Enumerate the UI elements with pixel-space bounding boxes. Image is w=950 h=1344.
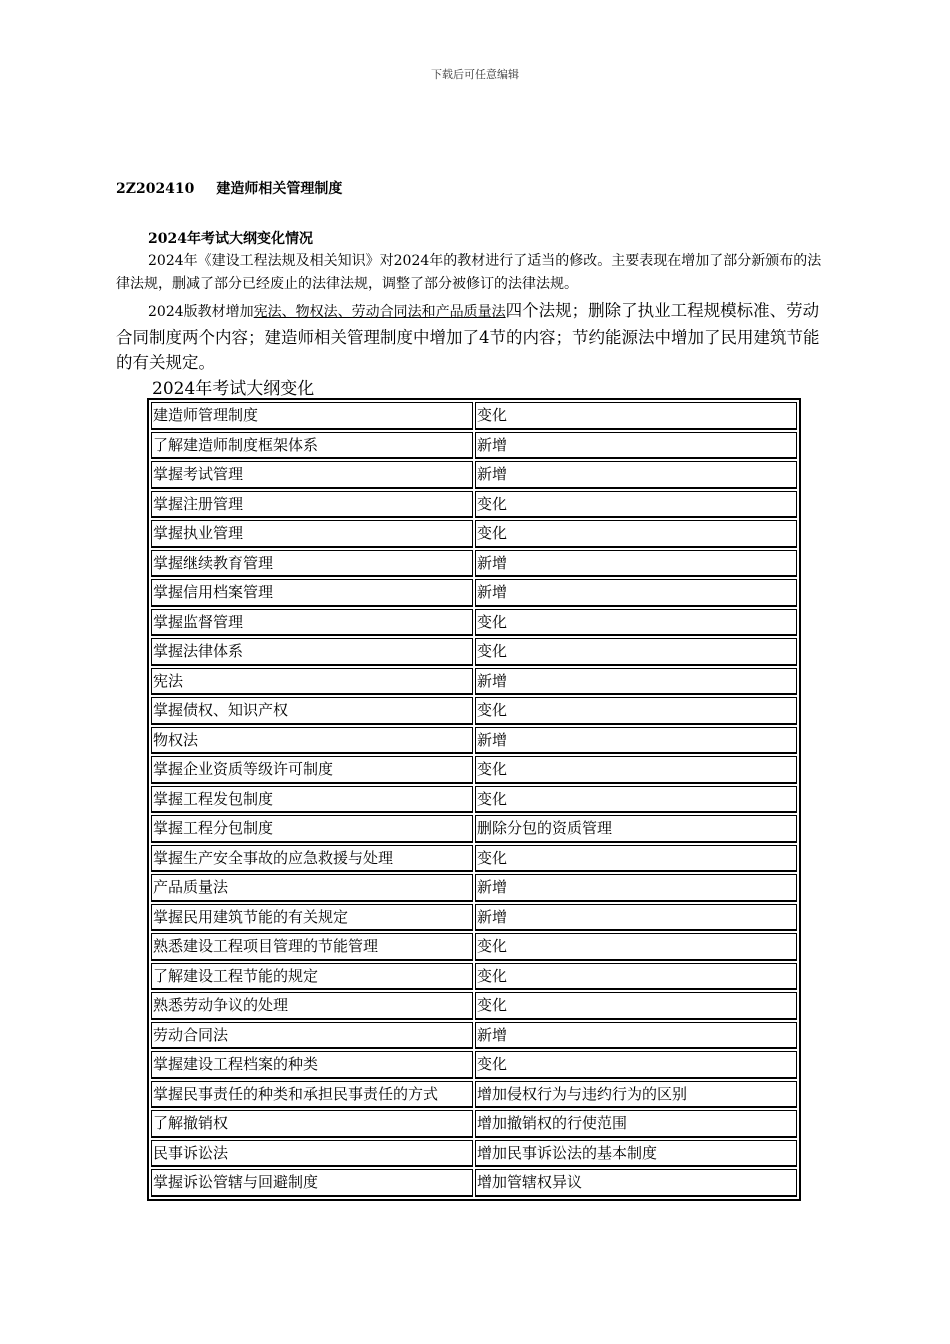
table-row xyxy=(151,432,797,460)
syllabus-item-cell: 熟悉劳动争议的处理 xyxy=(151,992,473,1020)
table-row xyxy=(151,904,797,932)
change-status-cell: 增加侵权行为与违约行为的区别 xyxy=(475,1081,797,1109)
syllabus-item-cell: 熟悉建设工程项目管理的节能管理 xyxy=(151,933,473,961)
table-row xyxy=(151,550,797,578)
syllabus-item-cell: 建造师管理制度 xyxy=(151,402,473,430)
table-row xyxy=(151,520,797,548)
change-status-cell: 变化 xyxy=(475,786,797,814)
change-status-cell: 新增 xyxy=(475,550,797,578)
table-row xyxy=(151,579,797,607)
change-status-cell: 变化 xyxy=(475,845,797,873)
table-row xyxy=(151,727,797,755)
syllabus-item-cell: 掌握监督管理 xyxy=(151,609,473,637)
syllabus-item-cell: 掌握工程分包制度 xyxy=(151,815,473,843)
table-row xyxy=(151,845,797,873)
syllabus-item-cell: 了解建设工程节能的规定 xyxy=(151,963,473,991)
syllabus-item-cell: 产品质量法 xyxy=(151,874,473,902)
change-status-cell: 增加管辖权异议 xyxy=(475,1169,797,1197)
syllabus-item-cell: 掌握民事责任的种类和承担民事责任的方式 xyxy=(151,1081,473,1109)
section-name: 建造师相关管理制度 xyxy=(216,181,343,197)
syllabus-item-cell: 掌握考试管理 xyxy=(151,461,473,489)
change-status-cell: 变化 xyxy=(475,1051,797,1079)
section-title xyxy=(116,178,342,198)
syllabus-item-cell: 掌握注册管理 xyxy=(151,491,473,519)
intro-paragraph: 2024年《建设工程法规及相关知识》对2024年的教材进行了适当的修改。主要表现在增加了部分新颁布的法律法规，删减了部分已经废止的法律法规，调整了部分被修订的法律法规。 xyxy=(116,253,822,292)
change-status-cell: 新增 xyxy=(475,1022,797,1050)
section-code: 2Z202410 xyxy=(116,181,195,197)
changes-rest: 四个法规；删除了执业工程规模标准、劳动合同制度两个内容；建造师相关管理制度中增加了4节的内容；节约能源法中增加了民用建筑节能的有关规定。 xyxy=(116,301,820,372)
change-status-cell: 新增 xyxy=(475,668,797,696)
change-status-cell: 变化 xyxy=(475,491,797,519)
table-row xyxy=(151,697,797,725)
change-status-cell: 变化 xyxy=(475,697,797,725)
table-row xyxy=(151,461,797,489)
table-row xyxy=(151,786,797,814)
change-status-cell: 新增 xyxy=(475,432,797,460)
added-laws: 宪法、物权法、劳动合同法和产品质量法 xyxy=(253,304,506,320)
syllabus-item-cell: 掌握企业资质等级许可制度 xyxy=(151,756,473,784)
table-row xyxy=(151,1169,797,1197)
change-status-cell: 变化 xyxy=(475,520,797,548)
change-status-cell: 变化 xyxy=(475,963,797,991)
syllabus-item-cell: 民事诉讼法 xyxy=(151,1140,473,1168)
change-status-cell: 新增 xyxy=(475,904,797,932)
change-status-cell: 增加撤销权的行使范围 xyxy=(475,1110,797,1138)
table-caption: 2024年考试大纲变化 xyxy=(152,379,315,399)
table-row xyxy=(151,963,797,991)
table-row xyxy=(151,1022,797,1050)
subtitle: 2024年考试大纲变化情况 xyxy=(148,231,313,247)
changes-prefix: 2024版教材增加 xyxy=(148,304,254,320)
syllabus-item-cell: 掌握生产安全事故的应急救援与处理 xyxy=(151,845,473,873)
table-row xyxy=(151,402,797,430)
change-status-cell: 变化 xyxy=(475,609,797,637)
change-status-cell: 变化 xyxy=(475,402,797,430)
syllabus-item-cell: 物权法 xyxy=(151,727,473,755)
syllabus-item-cell: 掌握民用建筑节能的有关规定 xyxy=(151,904,473,932)
syllabus-item-cell: 掌握信用档案管理 xyxy=(151,579,473,607)
table-row xyxy=(151,1110,797,1138)
syllabus-item-cell: 了解建造师制度框架体系 xyxy=(151,432,473,460)
change-status-cell: 新增 xyxy=(475,461,797,489)
table-row xyxy=(151,1081,797,1109)
syllabus-item-cell: 掌握建设工程档案的种类 xyxy=(151,1051,473,1079)
syllabus-table-wrapper xyxy=(147,398,801,1201)
table-row xyxy=(151,756,797,784)
table-row xyxy=(151,1140,797,1168)
change-status-cell: 删除分包的资质管理 xyxy=(475,815,797,843)
change-status-cell: 新增 xyxy=(475,579,797,607)
syllabus-table-body xyxy=(151,402,797,1197)
change-status-cell: 新增 xyxy=(475,874,797,902)
change-status-cell: 变化 xyxy=(475,638,797,666)
table-row xyxy=(151,638,797,666)
syllabus-item-cell: 劳动合同法 xyxy=(151,1022,473,1050)
table-row xyxy=(151,491,797,519)
table-row xyxy=(151,609,797,637)
change-status-cell: 变化 xyxy=(475,756,797,784)
syllabus-item-cell: 宪法 xyxy=(151,668,473,696)
page-header: 下载后可任意编辑 xyxy=(431,68,519,81)
table-row xyxy=(151,668,797,696)
changes-paragraph xyxy=(116,298,832,375)
syllabus-item-cell: 了解撤销权 xyxy=(151,1110,473,1138)
change-status-cell: 变化 xyxy=(475,933,797,961)
table-row xyxy=(151,1051,797,1079)
table-row xyxy=(151,815,797,843)
change-status-cell: 变化 xyxy=(475,992,797,1020)
syllabus-item-cell: 掌握债权、知识产权 xyxy=(151,697,473,725)
change-status-cell: 增加民事诉讼法的基本制度 xyxy=(475,1140,797,1168)
table-row xyxy=(151,874,797,902)
syllabus-item-cell: 掌握执业管理 xyxy=(151,520,473,548)
change-status-cell: 新增 xyxy=(475,727,797,755)
syllabus-item-cell: 掌握继续教育管理 xyxy=(151,550,473,578)
syllabus-table xyxy=(147,398,801,1201)
table-row xyxy=(151,933,797,961)
syllabus-item-cell: 掌握法律体系 xyxy=(151,638,473,666)
syllabus-item-cell: 掌握工程发包制度 xyxy=(151,786,473,814)
syllabus-item-cell: 掌握诉讼管辖与回避制度 xyxy=(151,1169,473,1197)
table-row xyxy=(151,992,797,1020)
